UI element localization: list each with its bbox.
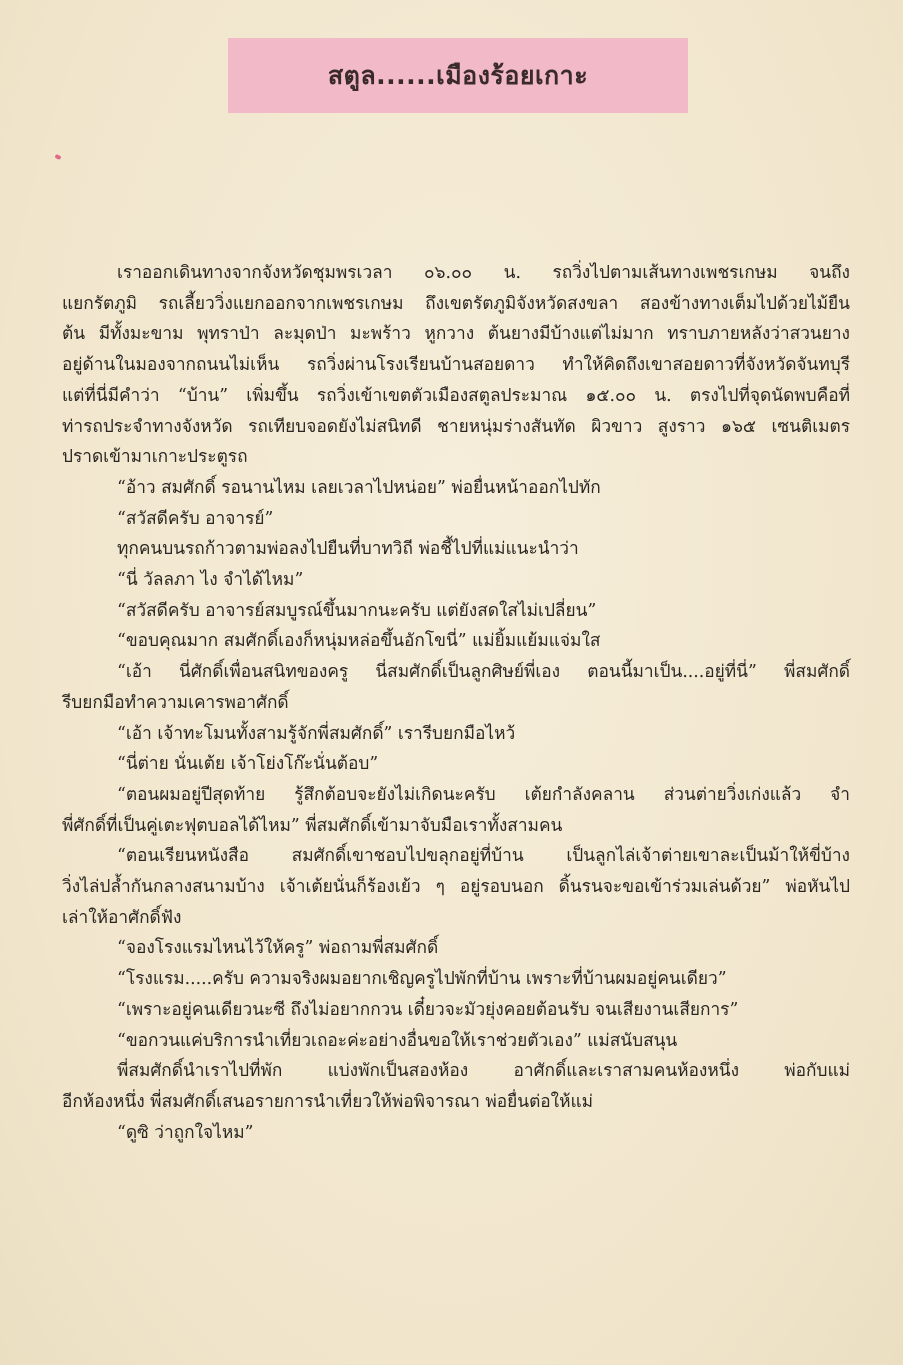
text-line: ต้น มีทั้งมะขาม พุทราป่า ละมุดป่า มะพร้าว หูกวาง ต้นยางมีบ้างแต่ไม่มาก ทราบภายหลังว่าสวนยาง: [62, 324, 850, 345]
pink-ink-mark: [54, 154, 61, 160]
title-banner: [228, 38, 688, 113]
text-line: “ตอนผมอยู่ปีสุดท้าย รู้สึกต้อบจะยังไม่เกิดนะครับ เต้ยกำลังคลาน ส่วนต่ายวิ่งเก่งแล้ว จำ: [117, 784, 850, 805]
text-line: วิ่งไล่ปล้ำกันกลางสนามบ้าง เจ้าเต้ยนั่นก็ร้องเย้ว ๆ อยู่รอบนอก ดิ้นรนจะขอเข้าร่วมเล่นด้วย” พ่อหันไป: [62, 877, 850, 898]
text-line: “ดูซิ ว่าถูกใจไหม”: [117, 1122, 254, 1143]
text-line: “สวัสดีครับ อาจารย์สมบูรณ์ขึ้นมากนะครับ แต่ยังสดใสไม่เปลี่ยน”: [117, 600, 597, 621]
text-line: แต่ที่นี่มีคำว่า “บ้าน” เพิ่มขึ้น รถวิ่งเข้าเขตตัวเมืองสตูลประมาณ ๑๕.๐๐ น. ตรงไปที่จุดนัดพบคือที่: [62, 385, 850, 406]
text-line: ปราดเข้ามาเกาะประตูรถ: [62, 447, 248, 468]
text-line: เราออกเดินทางจากจังหวัดชุมพรเวลา ๐๖.๐๐ น. รถวิ่งไปตามเส้นทางเพชรเกษม จนถึง: [117, 263, 850, 283]
text-line: อีกห้องหนึ่ง พี่สมศักดิ์เสนอรายการนำเที่ยวให้พ่อพิจารณา พ่อยื่นต่อให้แม่: [62, 1091, 594, 1112]
text-line: “เอ้า นี่ศักดิ์เพื่อนสนิทของครู นี่สมศักดิ์เป็นลูกศิษย์พี่เอง ตอนนี้มาเป็น....อยู่ที่นี่” พี่สมศักดิ์: [117, 662, 850, 683]
text-line: อยู่ด้านในมองจากถนนไม่เห็น รถวิ่งผ่านโรงเรียนบ้านสอยดาว ทำให้คิดถึงเขาสอยดาวที่จังหวัดจันทบุรี: [62, 355, 850, 376]
text-line: “นี่ วัลลภา ไง จำได้ไหม”: [117, 570, 304, 591]
text-line: “ขอกวนแค่บริการนำเที่ยวเถอะค่ะอย่างอื่นขอให้เราช่วยตัวเอง” แม่สนับสนุน: [117, 1030, 678, 1051]
story-text: [62, 258, 850, 1148]
text-line: “เอ้า เจ้าทะโมนทั้งสามรู้จักพี่สมศักดิ์” เรารีบยกมือไหว้: [117, 723, 516, 744]
text-line: “อ้าว สมศักดิ์ รอนานไหม เลยเวลาไปหน่อย” พ่อยื่นหน้าออกไปทัก: [117, 477, 601, 498]
text-line: ท่ารถประจำทางจังหวัด รถเทียบจอดยังไม่สนิทดี ชายหนุ่มร่างสันทัด ผิวขาว สูงราว ๑๖๕ เซนติเมตร: [62, 416, 850, 437]
text-line: ทุกคนบนรถก้าวตามพ่อลงไปยืนที่บาทวิถี พ่อชี้ไปที่แม่แนะนำว่า: [117, 539, 579, 560]
text-line: “นี่ต่าย นั่นเต้ย เจ้าโย่งโก๊ะนั่นต้อบ”: [117, 754, 379, 775]
text-line: พี่ศักดิ์ที่เป็นคู่เตะฟุตบอลได้ไหม” พี่สมศักดิ์เข้ามาจับมือเราทั้งสามคน: [62, 815, 563, 836]
text-line: พี่สมศักดิ์นำเราไปที่พัก แบ่งพักเป็นสองห้อง อาศักดิ์และเราสามคนห้องหนึ่ง พ่อกับแม่: [117, 1061, 850, 1082]
text-line: “โรงแรม.....ครับ ความจริงผมอยากเชิญครูไปพักที่บ้าน เพราะที่บ้านผมอยู่คนเดียว”: [117, 969, 727, 990]
text-line: “สวัสดีครับ อาจารย์”: [117, 508, 274, 529]
text-line: เล่าให้อาศักดิ์ฟัง: [62, 907, 182, 928]
text-line: “จองโรงแรมไหนไว้ให้ครู” พ่อถามพี่สมศักดิ์: [117, 938, 439, 959]
text-line: “เพราะอยู่คนเดียวนะซี ถึงไม่อยากกวน เดี๋ยวจะมัวยุ่งคอยต้อนรับ จนเสียงานเสียการ”: [117, 999, 739, 1020]
page-title: สตูล......เมืองร้อยเกาะ: [327, 60, 589, 90]
text-line: “ตอนเรียนหนังสือ สมศักดิ์เขาชอบไปขลุกอยู่ที่บ้าน เป็นลูกไล่เจ้าต่ายเขาละเป็นม้าให้ขี่บ้าง: [117, 846, 850, 867]
text-line: รีบยกมือทำความเคารพอาศักดิ์: [62, 692, 289, 713]
text-line: “ขอบคุณมาก สมศักดิ์เองก็หนุ่มหล่อขึ้นอักโขนี่” แม่ยิ้มแย้มแจ่มใส: [117, 631, 601, 652]
text-line: แยกรัตภูมิ รถเลี้ยววิ่งแยกออกจากเพชรเกษม ถึงเขตรัตภูมิจังหวัดสงขลา สองข้างทางเต็มไปด้วยไม้ยืน: [62, 293, 850, 314]
